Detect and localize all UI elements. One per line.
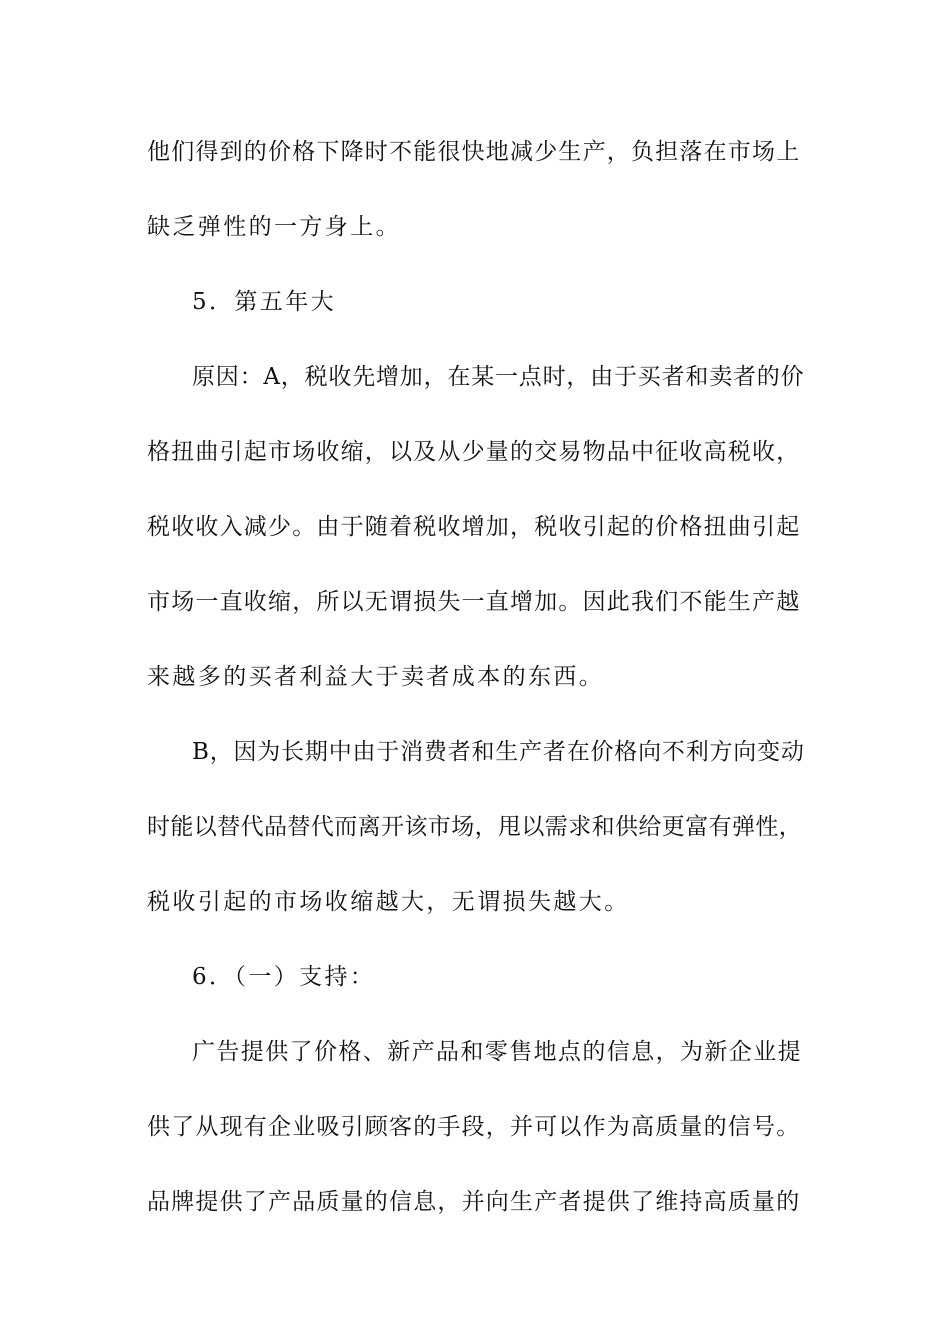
text-line-4: 原因：A，税收先增加，在某一点时，由于买者和卖者的价 [192, 364, 805, 390]
text-line-11: 税收引起的市场收缩越大，无谓损失越大。 [147, 889, 630, 915]
text-line-8: 来越多的买者利益大于卖者成本的东西。 [147, 664, 605, 690]
section-heading-5: 5．第五年大 [192, 289, 337, 315]
text-line-13: 广告提供了价格、新产品和零售地点的信息，为新企业提 [192, 1039, 802, 1065]
text-line-1: 他们得到的价格下降时不能很快地减少生产，负担落在市场上 [147, 139, 801, 165]
text-line-6: 税收收入减少。由于随着税收增加，税收引起的价格扭曲引起 [147, 514, 801, 540]
text-line-7: 市场一直收缩，所以无谓损失一直增加。因此我们不能生产越 [147, 589, 801, 615]
text-line-10: 时能以替代品替代而离开该市场，甩以需求和供给更富有弹性， [147, 814, 803, 840]
text-line-2: 缺乏弹性的一方身上。 [147, 214, 401, 240]
text-line-9: B，因为长期中由于消费者和生产者在价格向不利方向变动 [192, 739, 805, 765]
text-line-15: 品牌提供了产品质量的信息，并向生产者提供了维持高质量的 [147, 1189, 801, 1215]
text-line-14: 供了从现有企业吸引顾客的手段，并可以作为高质量的信号。 [147, 1114, 801, 1140]
text-line-5: 格扭曲引起市场收缩，以及从少量的交易物品中征收高税收， [147, 439, 801, 465]
section-heading-6: 6．（一）支持： [192, 964, 376, 990]
